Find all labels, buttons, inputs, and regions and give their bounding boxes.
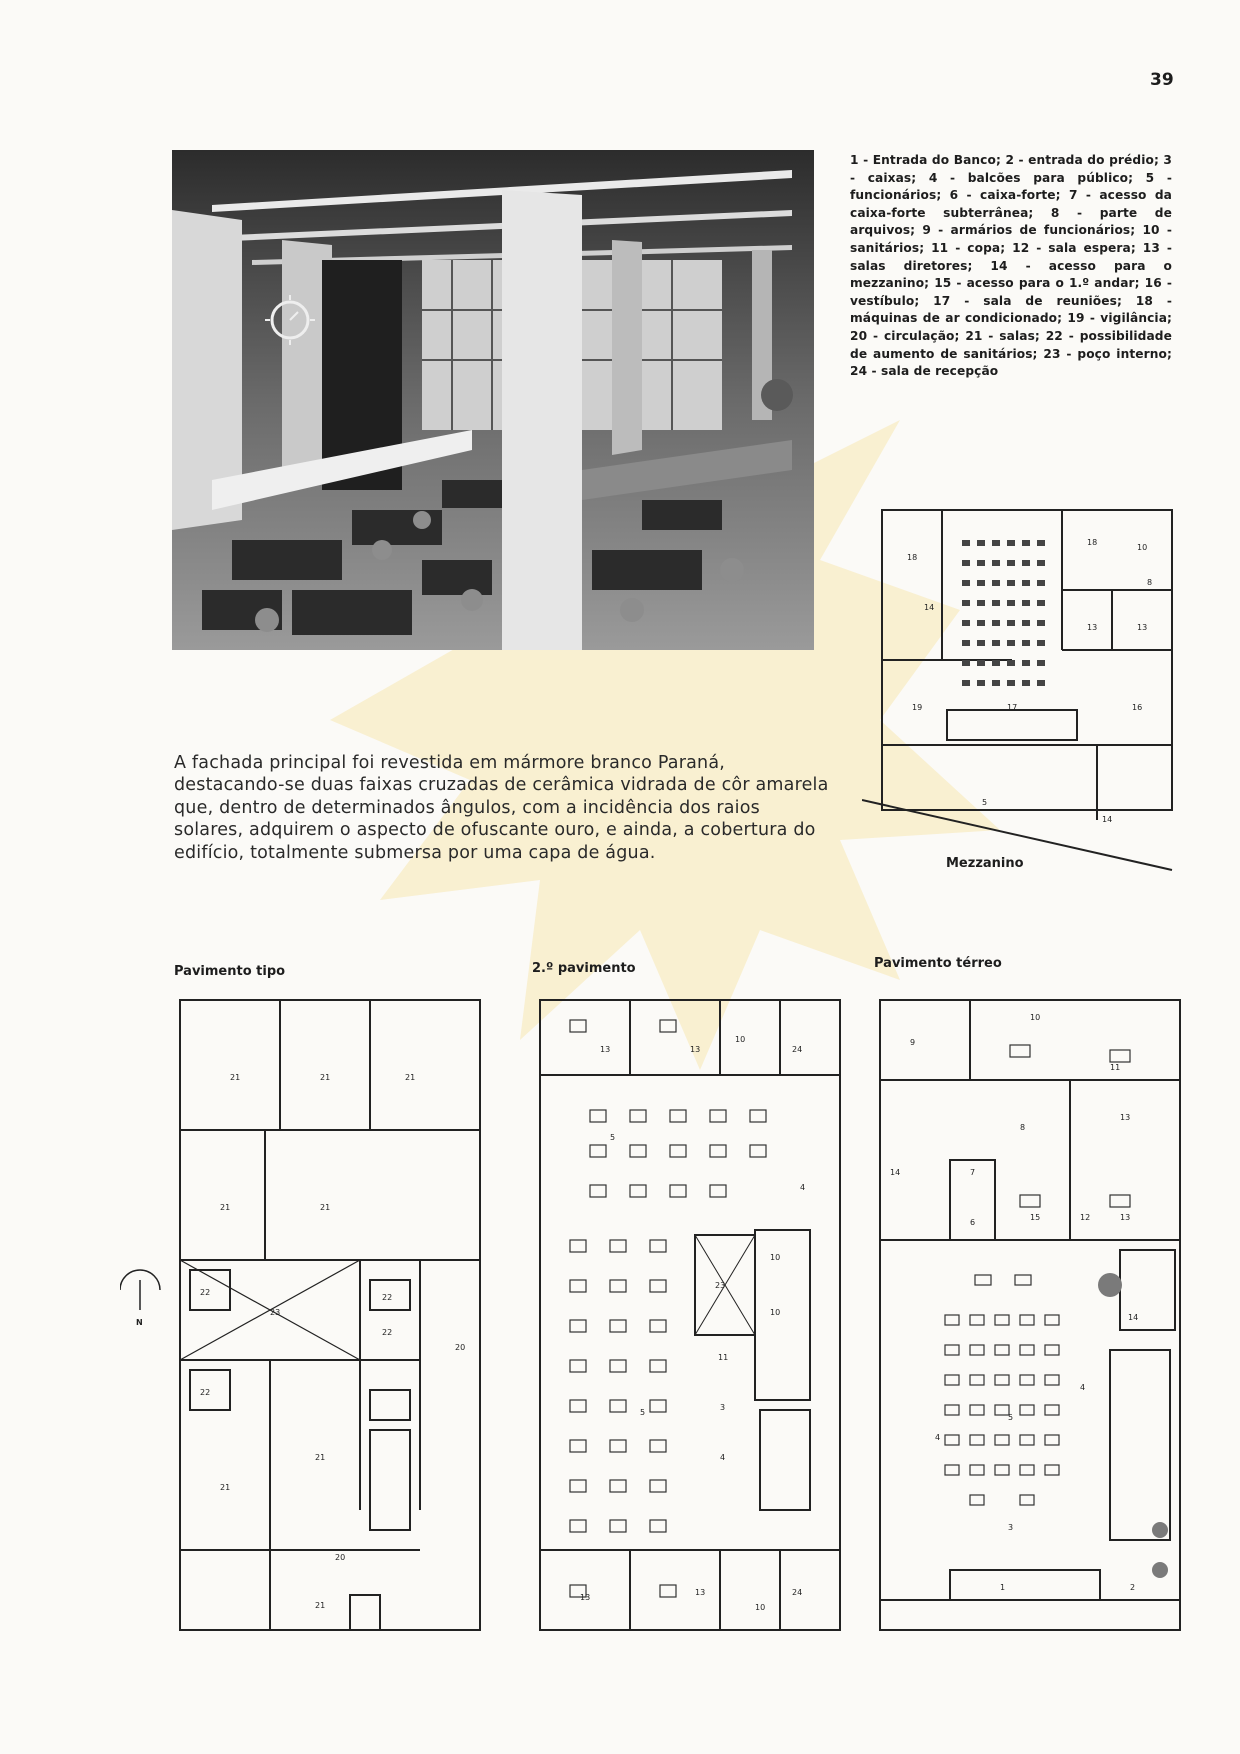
segundo-pavimento-caption: 2.º pavimento [532, 961, 636, 976]
plan-label: 20 [455, 1343, 466, 1352]
plan-label: 10 [770, 1253, 781, 1262]
plan-label: 23 [270, 1308, 281, 1317]
plan-label: 13 [1120, 1113, 1131, 1122]
pavimento-terreo-caption: Pavimento térreo [874, 956, 1002, 971]
plan-label: 13 [690, 1045, 701, 1054]
plan-label: 17 [1007, 703, 1018, 712]
plan-label: 21 [405, 1073, 416, 1082]
plan-label: 14 [1128, 1313, 1139, 1322]
plan-label: 8 [1020, 1123, 1026, 1132]
plan-label: 21 [320, 1073, 331, 1082]
plan-label: 4 [1080, 1383, 1086, 1392]
plan-label: 22 [200, 1288, 211, 1297]
plan-label: 10 [770, 1308, 781, 1317]
body-paragraph: A fachada principal foi revestida em mármore branco Paraná, destacando-se duas faixas cruzadas de cerâmica vidrada de côr amarela que, dentro de determinados ângulos, com a incidência dos raios solares, adquirem o aspecto de ofuscante ouro, e ainda, a cobertura do edifício, totalmente submersa por uma capa de água. [174, 753, 829, 863]
plan-label: 6 [970, 1218, 976, 1227]
plan-label: 23 [715, 1281, 726, 1290]
pavimento-terreo-plan [870, 990, 1190, 1640]
plan-label: 7 [970, 1168, 976, 1177]
plan-label: 18 [1087, 538, 1098, 547]
plan-label: 9 [910, 1038, 916, 1047]
plan-label: 2 [1130, 1583, 1136, 1592]
plan-label: 5 [1008, 1413, 1014, 1422]
plan-label: 24 [792, 1045, 803, 1054]
plan-label: 13 [1137, 623, 1148, 632]
plan-label: 11 [1110, 1063, 1121, 1072]
plan-label: 21 [320, 1203, 331, 1212]
plan-label: 21 [220, 1203, 231, 1212]
plan-label: 15 [1030, 1213, 1041, 1222]
plan-label: 13 [1087, 623, 1098, 632]
plan-label: 21 [220, 1483, 231, 1492]
plan-label: 4 [935, 1433, 941, 1442]
page-number: 39 [1150, 70, 1174, 90]
plan-label: 13 [1120, 1213, 1131, 1222]
plan-label: 5 [640, 1408, 646, 1417]
segundo-pavimento-plan [530, 990, 850, 1640]
mezzanino-plan [862, 500, 1192, 880]
plan-label: 12 [1080, 1213, 1091, 1222]
plan-label: 5 [982, 798, 988, 807]
plan-label: 3 [1008, 1523, 1014, 1532]
plan-label: 19 [912, 703, 923, 712]
plan-label: 14 [1102, 815, 1113, 824]
plan-label: 16 [1132, 703, 1143, 712]
plan-label: 21 [230, 1073, 241, 1082]
plan-label: 24 [792, 1588, 803, 1597]
plan-label: 22 [382, 1293, 393, 1302]
plan-label: 4 [800, 1183, 806, 1192]
pavimento-tipo-caption: Pavimento tipo [174, 964, 286, 979]
plan-label: 10 [1137, 543, 1148, 552]
plan-label: 21 [315, 1601, 326, 1610]
plan-label: 11 [718, 1353, 729, 1362]
plan-label: 20 [335, 1553, 346, 1562]
plan-label: 13 [600, 1045, 611, 1054]
plan-label: 21 [315, 1453, 326, 1462]
plan-label: 3 [720, 1403, 726, 1412]
plan-label: 13 [580, 1593, 591, 1602]
plan-label: 1 [1000, 1583, 1006, 1592]
plan-label: 5 [610, 1133, 616, 1142]
plan-label: 22 [382, 1328, 393, 1337]
plan-label: 14 [924, 603, 935, 612]
plan-label: 8 [1147, 578, 1153, 587]
plan-label: 18 [907, 553, 918, 562]
plan-label: 10 [755, 1603, 766, 1612]
plan-label: 4 [720, 1453, 726, 1462]
plan-label: 10 [1030, 1013, 1041, 1022]
pavimento-tipo-plan [120, 990, 490, 1640]
mezzanino-caption: Mezzanino [946, 856, 1024, 871]
plan-label: 14 [890, 1168, 901, 1177]
plan-label: 22 [200, 1388, 211, 1397]
floor-plan-legend: 1 - Entrada do Banco; 2 - entrada do prédio; 3 - caixas; 4 - balcões para público; 5 - funcionários; 6 - caixa-forte; 7 - acesso da caixa-forte subterrânea; 8 - parte de arquivos; 9 - armários de funcionários; 10 - sanitários; 11 - copa; 12 - sala espera; 13 - salas diretores; 14 - acesso para o mezzanino; 15 - acesso para o 1.º andar; 16 - vestíbulo; 17 - sala de reuniões; 18 - máquinas de ar condicionado; 19 - vigilância; 20 - circulação; 21 - salas; 22 - possibilidade de aumento de sanitários; 23 - poço interno; 24 - sala de recepção [850, 153, 1172, 379]
plan-label: 13 [695, 1588, 706, 1597]
interior-photo [172, 150, 814, 650]
north-arrow-label: N [136, 1318, 143, 1327]
plan-label: 10 [735, 1035, 746, 1044]
